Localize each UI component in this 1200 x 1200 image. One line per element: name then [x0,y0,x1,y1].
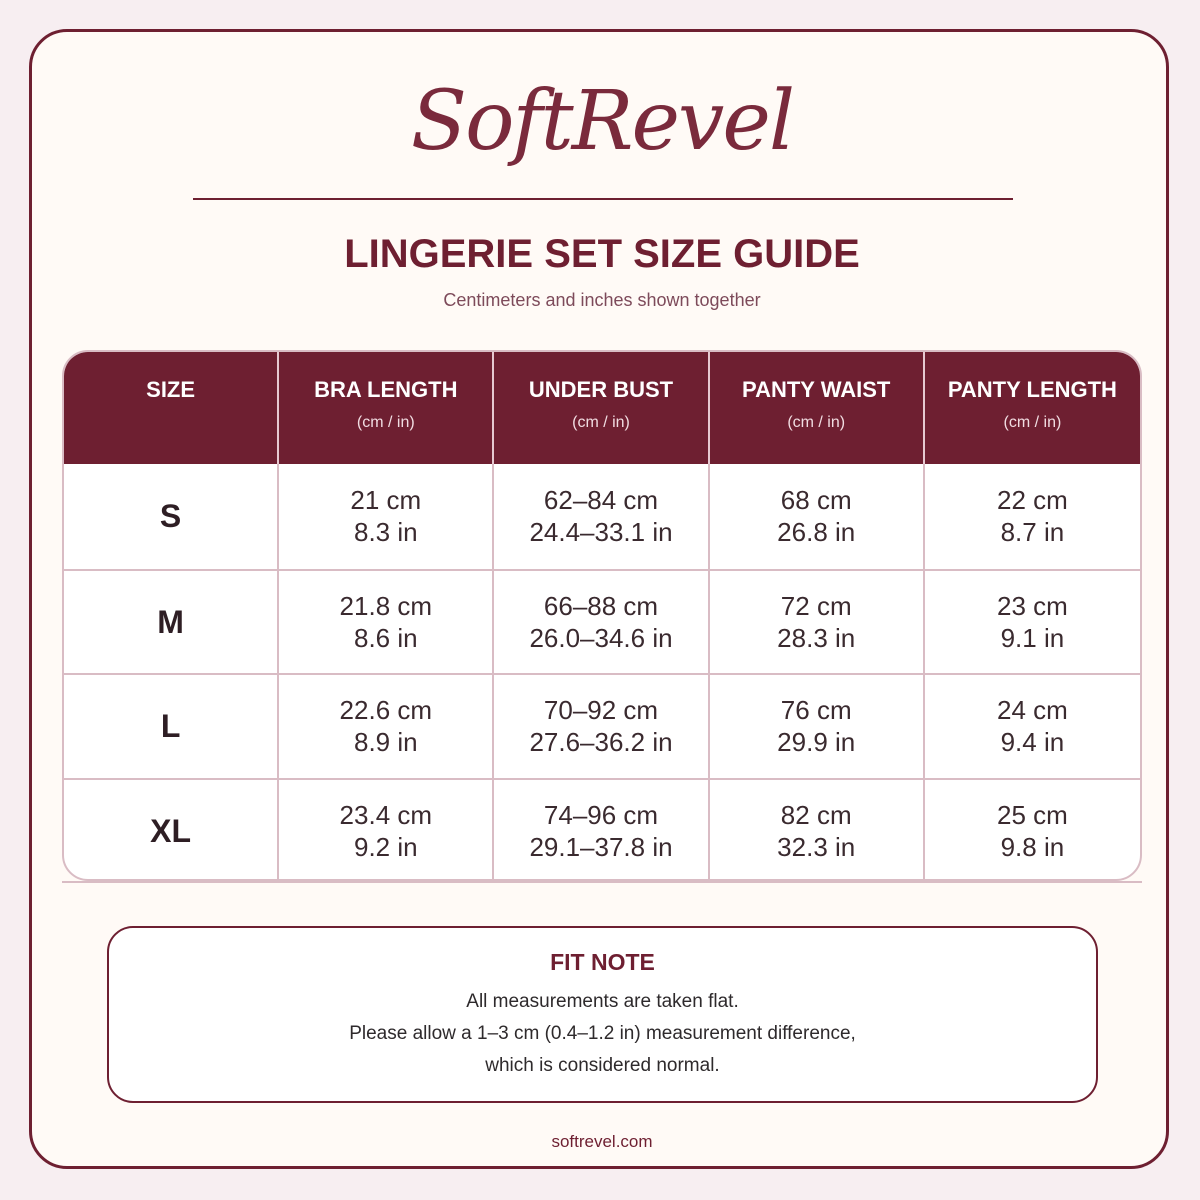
column-header-bra-length [279,352,494,464]
table-row-l [64,673,1140,778]
panty-length-cell [925,464,1140,569]
in-value: 28.3 in [777,622,856,653]
bra-length-cell [279,571,494,674]
in-value: 8.9 in [354,727,418,758]
panty-waist-cell [710,571,925,674]
in-value: 9.2 in [354,831,418,862]
in-value: 9.4 in [1000,727,1065,758]
column-header-unit: (cm / in) [1003,414,1062,431]
in-value: 24.4–33.1 in [529,517,673,548]
under-bust-cell [494,464,709,569]
column-header-under-bust [494,352,709,464]
cm-value: 25 cm [997,799,1068,830]
page-subtitle: Centimeters and inches shown together [443,290,761,310]
cm-value: 24 cm [997,695,1068,726]
size-cell: M [64,571,279,674]
cm-value: 23 cm [997,590,1068,621]
table-row-xl [64,778,1140,882]
column-header-unit: (cm / in) [572,414,630,431]
column-header-label: PANTY LENGTH [947,377,1117,402]
table-header-row [64,352,1140,464]
fit-note-line: which is considered normal. [485,1055,720,1076]
cm-value: 22.6 cm [339,695,433,726]
table-row-s [64,464,1140,569]
size-cell: S [64,464,279,569]
cm-value: 68 cm [780,485,852,516]
cm-value: 82 cm [780,799,852,830]
in-value: 8.7 in [1000,517,1065,548]
bra-length-cell [279,675,494,778]
under-bust-cell [494,675,709,778]
size-cell: XL [64,780,279,882]
cm-value: 66–88 cm [543,590,659,621]
cm-value: 23.4 cm [339,799,433,830]
page-title: LINGERIE SET SIZE GUIDE [344,232,860,276]
website-link[interactable]: softrevel.com [551,1132,653,1151]
column-header-size [64,352,279,464]
in-value: 26.0–34.6 in [529,622,673,653]
cm-value: 70–92 cm [543,695,659,726]
in-value: 8.3 in [354,517,418,548]
panty-length-cell [925,675,1140,778]
size-cell: L [64,675,279,778]
brand-logo: SoftRevel [410,74,794,169]
cm-value: 21 cm [350,485,422,516]
size-guide-card [29,29,1169,1169]
cm-value: 76 cm [780,695,852,726]
bra-length-cell [279,780,494,882]
fit-note-title: FIT NOTE [550,949,655,975]
table-row-m [64,569,1140,674]
column-header-panty-waist [710,352,925,464]
bra-length-cell [279,464,494,569]
column-header-unit: (cm / in) [356,414,415,431]
panty-length-cell [925,780,1140,882]
column-header-label: SIZE [146,377,196,402]
in-value: 29.1–37.8 in [529,831,673,862]
column-header-panty-length [925,352,1140,464]
cm-value: 22 cm [997,485,1068,516]
column-header-label: BRA LENGTH [314,377,458,402]
panty-length-cell [925,571,1140,674]
cm-value: 72 cm [780,590,852,621]
under-bust-cell [494,571,709,674]
under-bust-cell [494,780,709,882]
cm-value: 21.8 cm [339,590,433,621]
table-body [64,464,1140,881]
column-header-label: PANTY WAIST [742,377,891,402]
in-value: 9.1 in [1000,622,1065,653]
in-value: 32.3 in [777,831,856,862]
cm-value: 74–96 cm [543,799,659,830]
size-table [62,350,1142,881]
panty-waist-cell [710,464,925,569]
fit-note-line: Please allow a 1–3 cm (0.4–1.2 in) measurement difference, [349,1023,856,1044]
in-value: 27.6–36.2 in [529,727,673,758]
fit-note-box [107,926,1098,1103]
in-value: 9.8 in [1000,831,1065,862]
panty-waist-cell [710,780,925,882]
fit-note-line: All measurements are taken flat. [466,991,739,1012]
in-value: 26.8 in [777,517,856,548]
in-value: 8.6 in [354,622,418,653]
table-bottom-rule [62,881,1142,883]
header-divider [193,198,1013,200]
in-value: 29.9 in [777,727,856,758]
panty-waist-cell [710,675,925,778]
column-header-label: UNDER BUST [528,377,674,402]
cm-value: 62–84 cm [543,485,659,516]
column-header-unit: (cm / in) [787,414,846,431]
